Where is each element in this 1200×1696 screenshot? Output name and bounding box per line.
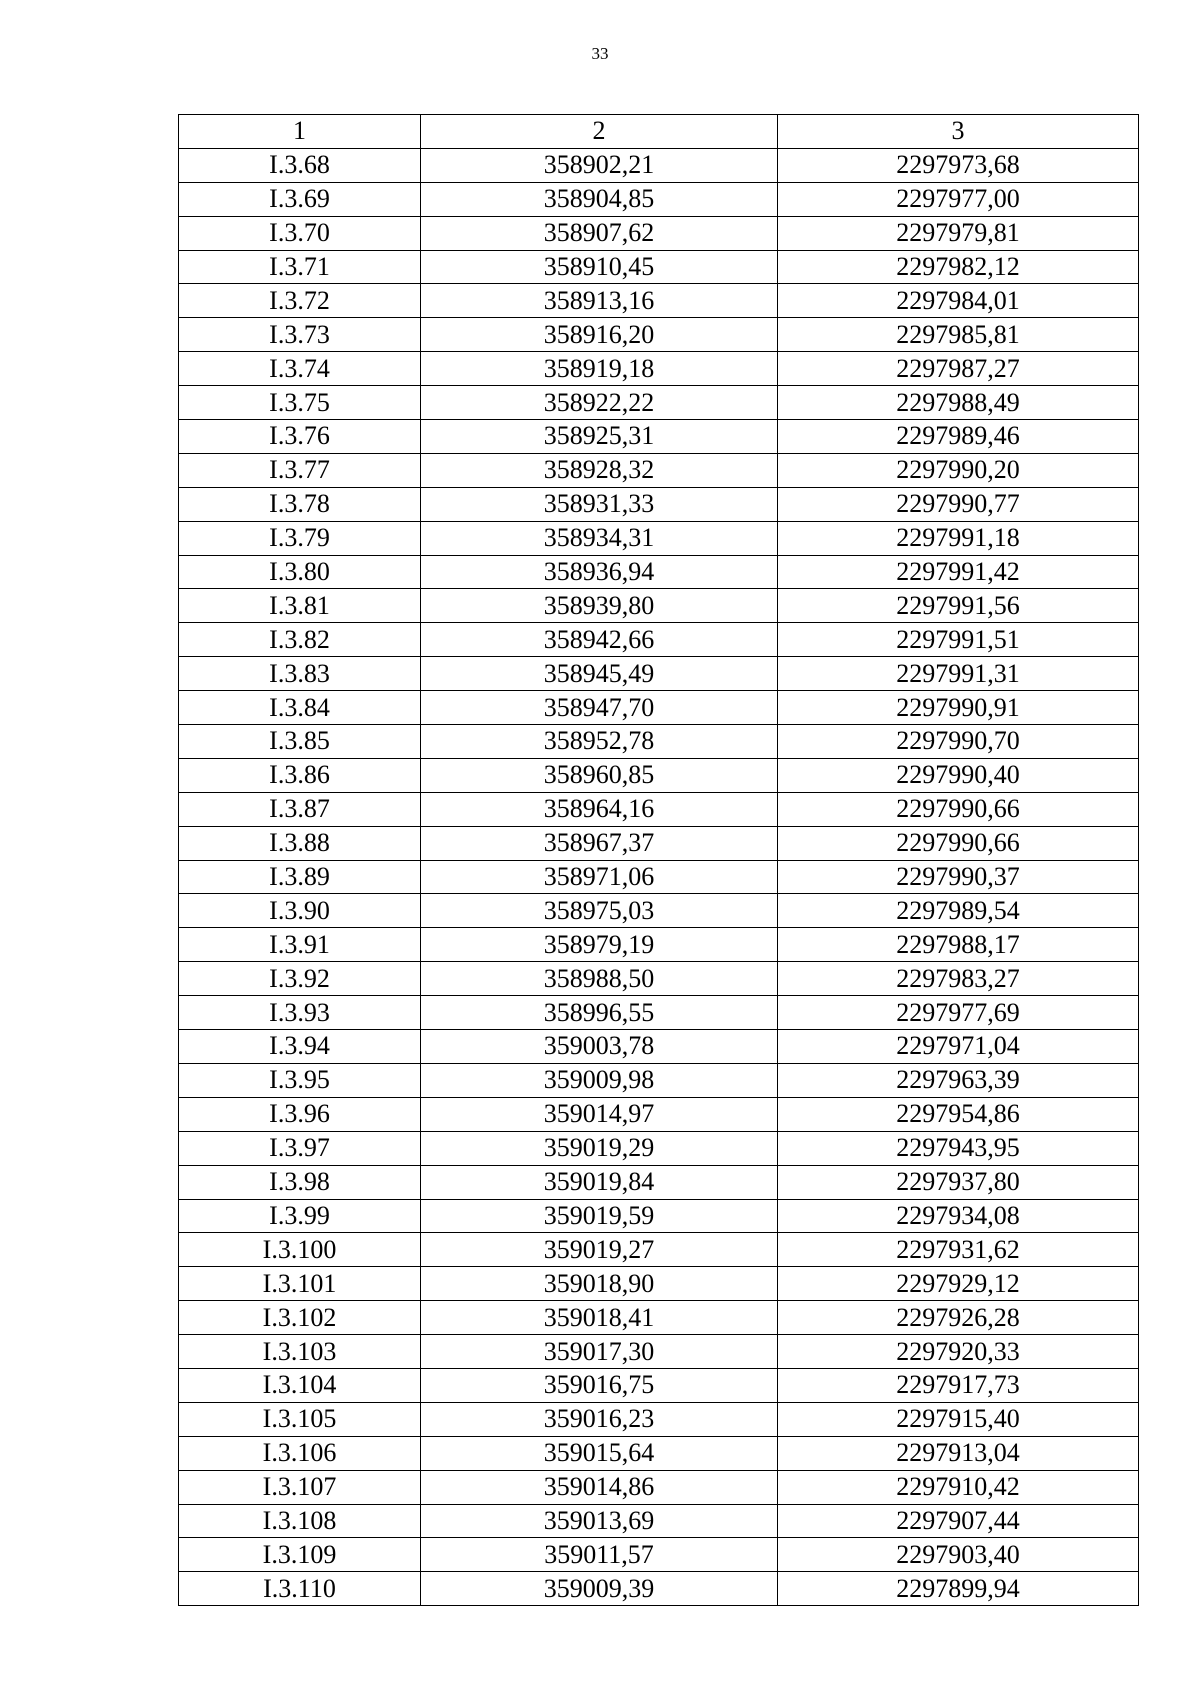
x-coordinate-cell: 358996,55 — [421, 996, 778, 1030]
x-coordinate-cell: 358975,03 — [421, 894, 778, 928]
point-id-cell: I.3.71 — [179, 250, 421, 284]
table-row — [179, 860, 1139, 894]
x-coordinate-cell: 358967,37 — [421, 826, 778, 860]
x-coordinate-cell: 358942,66 — [421, 623, 778, 657]
coordinates-table — [178, 114, 1139, 1606]
y-coordinate-cell: 2297977,00 — [778, 182, 1139, 216]
point-id-cell: I.3.87 — [179, 792, 421, 826]
x-coordinate-cell: 359013,69 — [421, 1504, 778, 1538]
x-coordinate-cell: 359018,90 — [421, 1267, 778, 1301]
x-coordinate-cell: 358907,62 — [421, 216, 778, 250]
table-row — [179, 758, 1139, 792]
y-coordinate-cell: 2297991,18 — [778, 521, 1139, 555]
table-row — [179, 1335, 1139, 1369]
point-id-cell: I.3.75 — [179, 386, 421, 420]
y-coordinate-cell: 2297988,49 — [778, 386, 1139, 420]
point-id-cell: I.3.103 — [179, 1335, 421, 1369]
table-row — [179, 657, 1139, 691]
table-row — [179, 386, 1139, 420]
point-id-cell: I.3.91 — [179, 928, 421, 962]
y-coordinate-cell: 2297989,46 — [778, 420, 1139, 454]
table-row — [179, 589, 1139, 623]
point-id-cell: I.3.79 — [179, 521, 421, 555]
y-coordinate-cell: 2297899,94 — [778, 1572, 1139, 1606]
table-row — [179, 216, 1139, 250]
point-id-cell: I.3.88 — [179, 826, 421, 860]
table-row — [179, 148, 1139, 182]
point-id-cell: I.3.78 — [179, 487, 421, 521]
column-header-3: 3 — [778, 115, 1139, 149]
y-coordinate-cell: 2297990,40 — [778, 758, 1139, 792]
y-coordinate-cell: 2297934,08 — [778, 1199, 1139, 1233]
x-coordinate-cell: 358947,70 — [421, 691, 778, 725]
x-coordinate-cell: 359016,75 — [421, 1368, 778, 1402]
x-coordinate-cell: 358934,31 — [421, 521, 778, 555]
x-coordinate-cell: 358979,19 — [421, 928, 778, 962]
x-coordinate-cell: 359015,64 — [421, 1436, 778, 1470]
y-coordinate-cell: 2297982,12 — [778, 250, 1139, 284]
y-coordinate-cell: 2297963,39 — [778, 1063, 1139, 1097]
point-id-cell: I.3.83 — [179, 657, 421, 691]
x-coordinate-cell: 358904,85 — [421, 182, 778, 216]
point-id-cell: I.3.94 — [179, 1030, 421, 1064]
point-id-cell: I.3.89 — [179, 860, 421, 894]
point-id-cell: I.3.82 — [179, 623, 421, 657]
y-coordinate-cell: 2297990,66 — [778, 792, 1139, 826]
x-coordinate-cell: 359014,97 — [421, 1097, 778, 1131]
point-id-cell: I.3.108 — [179, 1504, 421, 1538]
point-id-cell: I.3.98 — [179, 1165, 421, 1199]
x-coordinate-cell: 359019,29 — [421, 1131, 778, 1165]
point-id-cell: I.3.100 — [179, 1233, 421, 1267]
table-row — [179, 487, 1139, 521]
table-row — [179, 318, 1139, 352]
y-coordinate-cell: 2297937,80 — [778, 1165, 1139, 1199]
y-coordinate-cell: 2297991,51 — [778, 623, 1139, 657]
table-row — [179, 182, 1139, 216]
table-row — [179, 250, 1139, 284]
x-coordinate-cell: 358971,06 — [421, 860, 778, 894]
y-coordinate-cell: 2297929,12 — [778, 1267, 1139, 1301]
x-coordinate-cell: 359009,39 — [421, 1572, 778, 1606]
table-row — [179, 1267, 1139, 1301]
point-id-cell: I.3.110 — [179, 1572, 421, 1606]
point-id-cell: I.3.86 — [179, 758, 421, 792]
y-coordinate-cell: 2297990,20 — [778, 453, 1139, 487]
point-id-cell: I.3.96 — [179, 1097, 421, 1131]
point-id-cell: I.3.81 — [179, 589, 421, 623]
point-id-cell: I.3.77 — [179, 453, 421, 487]
y-coordinate-cell: 2297991,42 — [778, 555, 1139, 589]
x-coordinate-cell: 359019,84 — [421, 1165, 778, 1199]
y-coordinate-cell: 2297983,27 — [778, 962, 1139, 996]
point-id-cell: I.3.76 — [179, 420, 421, 454]
table-row — [179, 1030, 1139, 1064]
table-row — [179, 1572, 1139, 1606]
point-id-cell: I.3.74 — [179, 352, 421, 386]
table-row — [179, 1233, 1139, 1267]
point-id-cell: I.3.72 — [179, 284, 421, 318]
table-row — [179, 1538, 1139, 1572]
x-coordinate-cell: 358964,16 — [421, 792, 778, 826]
x-coordinate-cell: 359016,23 — [421, 1402, 778, 1436]
x-coordinate-cell: 359003,78 — [421, 1030, 778, 1064]
x-coordinate-cell: 358928,32 — [421, 453, 778, 487]
y-coordinate-cell: 2297987,27 — [778, 352, 1139, 386]
x-coordinate-cell: 359019,59 — [421, 1199, 778, 1233]
point-id-cell: I.3.104 — [179, 1368, 421, 1402]
table-row — [179, 1368, 1139, 1402]
x-coordinate-cell: 359011,57 — [421, 1538, 778, 1572]
y-coordinate-cell: 2297920,33 — [778, 1335, 1139, 1369]
x-coordinate-cell: 359014,86 — [421, 1470, 778, 1504]
x-coordinate-cell: 358931,33 — [421, 487, 778, 521]
table-row — [179, 1301, 1139, 1335]
table-row — [179, 1436, 1139, 1470]
y-coordinate-cell: 2297990,77 — [778, 487, 1139, 521]
y-coordinate-cell: 2297910,42 — [778, 1470, 1139, 1504]
y-coordinate-cell: 2297917,73 — [778, 1368, 1139, 1402]
x-coordinate-cell: 358902,21 — [421, 148, 778, 182]
point-id-cell: I.3.70 — [179, 216, 421, 250]
point-id-cell: I.3.80 — [179, 555, 421, 589]
table-body — [179, 148, 1139, 1605]
y-coordinate-cell: 2297903,40 — [778, 1538, 1139, 1572]
table-row — [179, 1402, 1139, 1436]
table-row — [179, 1131, 1139, 1165]
table-row — [179, 453, 1139, 487]
x-coordinate-cell: 358988,50 — [421, 962, 778, 996]
table-row — [179, 352, 1139, 386]
y-coordinate-cell: 2297985,81 — [778, 318, 1139, 352]
y-coordinate-cell: 2297913,04 — [778, 1436, 1139, 1470]
x-coordinate-cell: 358913,16 — [421, 284, 778, 318]
y-coordinate-cell: 2297989,54 — [778, 894, 1139, 928]
x-coordinate-cell: 359018,41 — [421, 1301, 778, 1335]
y-coordinate-cell: 2297971,04 — [778, 1030, 1139, 1064]
y-coordinate-cell: 2297990,91 — [778, 691, 1139, 725]
point-id-cell: I.3.97 — [179, 1131, 421, 1165]
table-row — [179, 725, 1139, 759]
table-row — [179, 1097, 1139, 1131]
point-id-cell: I.3.84 — [179, 691, 421, 725]
x-coordinate-cell: 358936,94 — [421, 555, 778, 589]
table-row — [179, 1063, 1139, 1097]
table-row — [179, 1470, 1139, 1504]
point-id-cell: I.3.99 — [179, 1199, 421, 1233]
column-header-1: 1 — [179, 115, 421, 149]
table-row — [179, 521, 1139, 555]
point-id-cell: I.3.85 — [179, 725, 421, 759]
x-coordinate-cell: 358939,80 — [421, 589, 778, 623]
point-id-cell: I.3.102 — [179, 1301, 421, 1335]
y-coordinate-cell: 2297926,28 — [778, 1301, 1139, 1335]
point-id-cell: I.3.68 — [179, 148, 421, 182]
x-coordinate-cell: 359017,30 — [421, 1335, 778, 1369]
y-coordinate-cell: 2297990,37 — [778, 860, 1139, 894]
x-coordinate-cell: 358945,49 — [421, 657, 778, 691]
table-row — [179, 928, 1139, 962]
y-coordinate-cell: 2297931,62 — [778, 1233, 1139, 1267]
y-coordinate-cell: 2297990,66 — [778, 826, 1139, 860]
point-id-cell: I.3.92 — [179, 962, 421, 996]
point-id-cell: I.3.109 — [179, 1538, 421, 1572]
point-id-cell: I.3.69 — [179, 182, 421, 216]
x-coordinate-cell: 359019,27 — [421, 1233, 778, 1267]
x-coordinate-cell: 358916,20 — [421, 318, 778, 352]
y-coordinate-cell: 2297984,01 — [778, 284, 1139, 318]
x-coordinate-cell: 358960,85 — [421, 758, 778, 792]
point-id-cell: I.3.101 — [179, 1267, 421, 1301]
page-number: 33 — [591, 44, 609, 63]
y-coordinate-cell: 2297990,70 — [778, 725, 1139, 759]
x-coordinate-cell: 358919,18 — [421, 352, 778, 386]
point-id-cell: I.3.90 — [179, 894, 421, 928]
table-row — [179, 996, 1139, 1030]
y-coordinate-cell: 2297973,68 — [778, 148, 1139, 182]
point-id-cell: I.3.106 — [179, 1436, 421, 1470]
table-row — [179, 623, 1139, 657]
table-row — [179, 962, 1139, 996]
column-header-2: 2 — [421, 115, 778, 149]
table-row — [179, 792, 1139, 826]
table-row — [179, 284, 1139, 318]
table-row — [179, 420, 1139, 454]
y-coordinate-cell: 2297991,31 — [778, 657, 1139, 691]
table-row — [179, 894, 1139, 928]
point-id-cell: I.3.95 — [179, 1063, 421, 1097]
y-coordinate-cell: 2297943,95 — [778, 1131, 1139, 1165]
y-coordinate-cell: 2297991,56 — [778, 589, 1139, 623]
x-coordinate-cell: 358925,31 — [421, 420, 778, 454]
table-row — [179, 1504, 1139, 1538]
y-coordinate-cell: 2297907,44 — [778, 1504, 1139, 1538]
table-row — [179, 691, 1139, 725]
y-coordinate-cell: 2297915,40 — [778, 1402, 1139, 1436]
x-coordinate-cell: 359009,98 — [421, 1063, 778, 1097]
table-row — [179, 555, 1139, 589]
point-id-cell: I.3.107 — [179, 1470, 421, 1504]
x-coordinate-cell: 358910,45 — [421, 250, 778, 284]
y-coordinate-cell: 2297988,17 — [778, 928, 1139, 962]
y-coordinate-cell: 2297979,81 — [778, 216, 1139, 250]
point-id-cell: I.3.73 — [179, 318, 421, 352]
table-row — [179, 826, 1139, 860]
table-header-row — [179, 115, 1139, 149]
point-id-cell: I.3.105 — [179, 1402, 421, 1436]
table-row — [179, 1199, 1139, 1233]
point-id-cell: I.3.93 — [179, 996, 421, 1030]
table-row — [179, 1165, 1139, 1199]
y-coordinate-cell: 2297977,69 — [778, 996, 1139, 1030]
x-coordinate-cell: 358922,22 — [421, 386, 778, 420]
y-coordinate-cell: 2297954,86 — [778, 1097, 1139, 1131]
x-coordinate-cell: 358952,78 — [421, 725, 778, 759]
